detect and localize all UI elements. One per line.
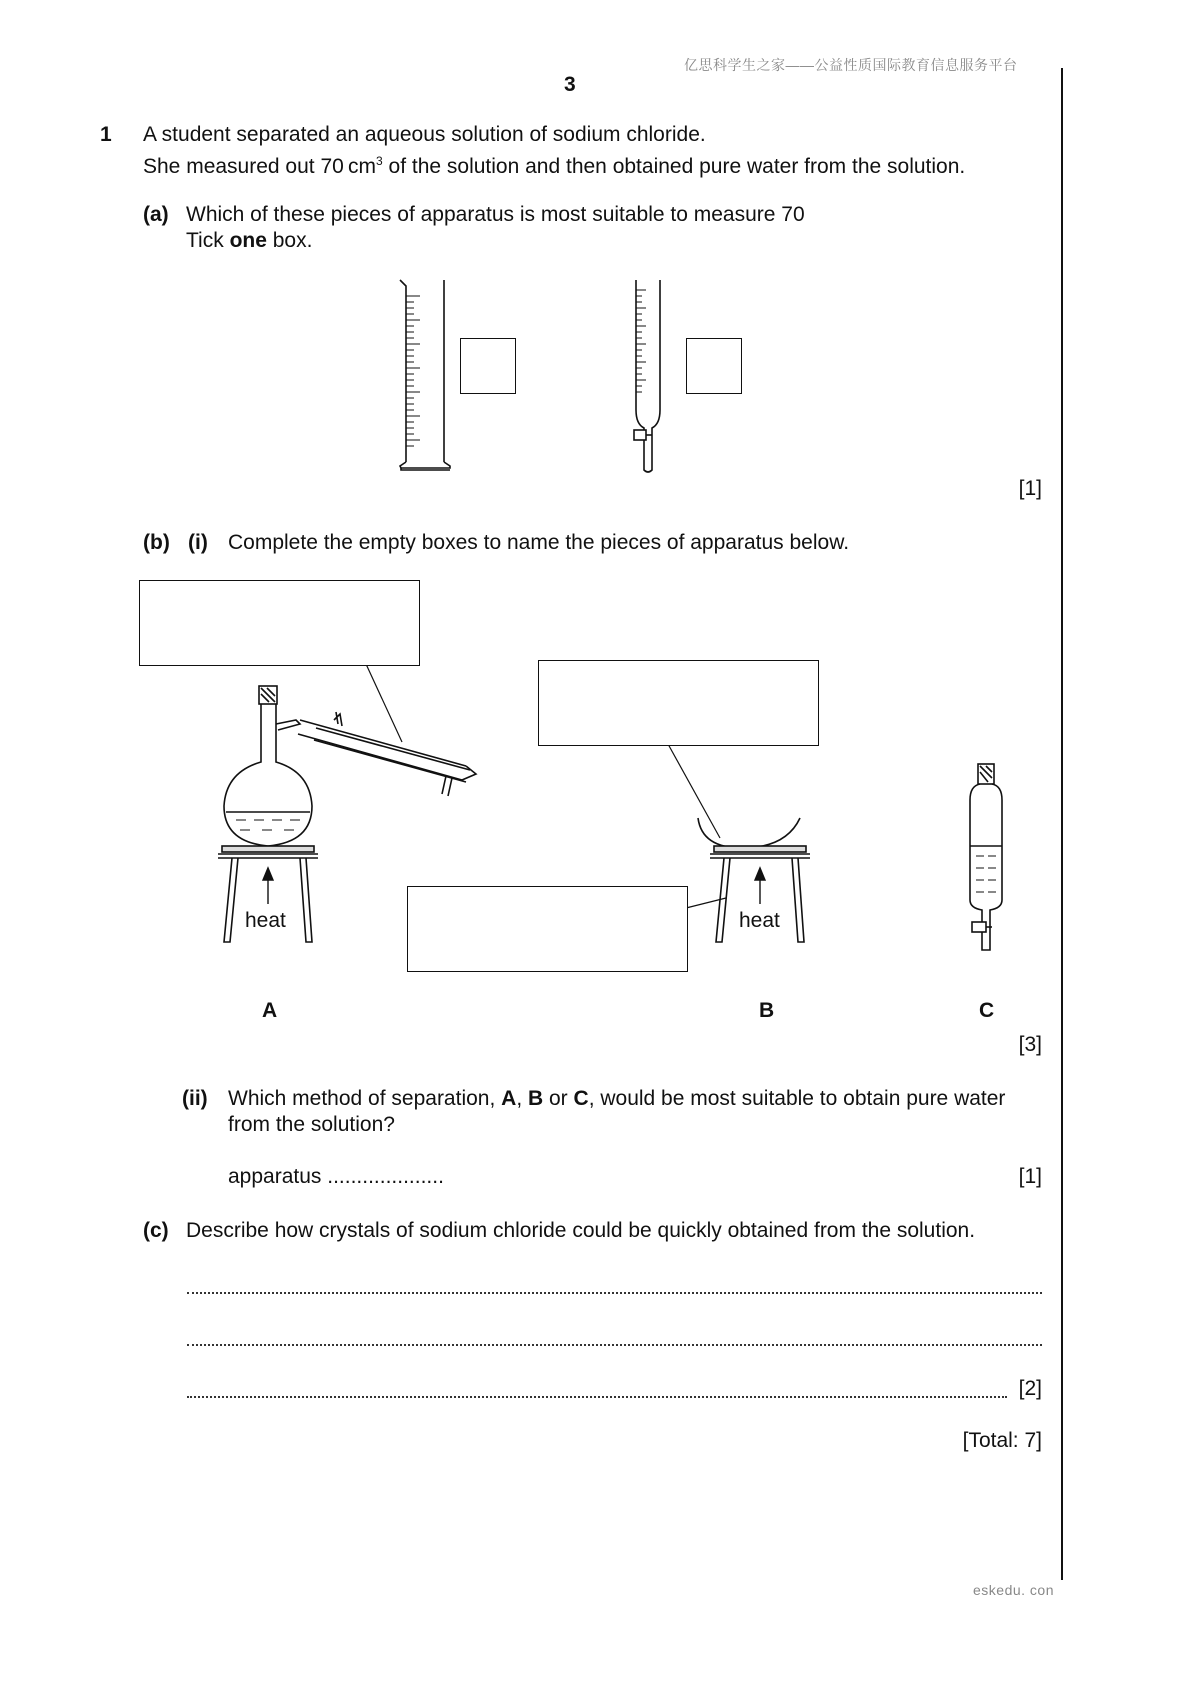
part-a-label: (a) [143,203,169,226]
part-b-sub-i-label: (i) [188,531,208,554]
question-intro-line2: She measured out 70 $cm^3$ of the solution and then obtained pure water from the solution. [143,154,966,178]
part-b-ii-marks: [1] [1018,1165,1042,1188]
flask-liquid-lines [236,820,300,830]
evaporating-dish [698,818,800,848]
measuring-cylinder [400,280,450,470]
part-a-question: Which of these pieces of apparatus is most suitable to measure 70 [186,203,805,226]
apparatus-label-b: B [759,999,775,1022]
part-c-question: Describe how crystals of sodium chloride could be quickly obtained from the solution. [186,1219,976,1242]
part-a-instruction: Tick one box. [186,229,313,252]
distillation-flask [224,686,312,846]
question-number: 1 [100,123,112,146]
apparatus-label-a: A [262,999,278,1022]
burette-graduations [636,290,646,392]
answer-box-tripod[interactable] [407,886,688,972]
part-b-ii-question: Which method of separation, A, B or C, would be most suitable to obtain pure water [228,1087,1006,1110]
answer-line-1[interactable] [187,1290,1042,1294]
pointer-line-b-top [668,744,720,838]
answer-box-condenser[interactable] [139,580,420,666]
tick-box-burette[interactable] [686,338,742,394]
answer-line-2[interactable] [187,1342,1042,1346]
part-b-ii-question-line2: from the solution? [228,1113,395,1136]
answer-box-evaporating-dish[interactable] [538,660,819,746]
cylinder-graduations [406,296,420,446]
margin-rule [1061,68,1063,1580]
page-number: 3 [564,73,576,96]
question-intro-line1: A student separated an aqueous solution of sodium chloride. [143,123,706,146]
separating-funnel [970,764,1002,950]
part-b-label: (b) [143,531,170,554]
pointer-line-b-bottom [686,898,726,908]
part-b-sub-ii-label: (ii) [182,1087,208,1110]
part-b-ii-answer-line[interactable]: apparatus .................... [228,1165,444,1188]
pointer-line-a [366,664,402,742]
answer-line-3[interactable] [187,1394,1007,1398]
funnel-liquid-lines [976,856,996,892]
footer-watermark: eskedu. con [973,1582,1054,1598]
condenser [298,712,476,796]
part-b-instruction: Complete the empty boxes to name the pieces of apparatus below. [228,531,850,554]
heat-label-a: heat [245,909,286,932]
tick-box-measuring-cylinder[interactable] [460,338,516,394]
part-a-marks: [1] [1018,477,1042,500]
heat-arrow-a [263,868,273,904]
heat-label-b: heat [739,909,780,932]
part-c-marks: [2] [1018,1377,1042,1400]
header-watermark: 亿思科学生之家——公益性质国际教育信息服务平台 [684,57,1018,73]
part-c-label: (c) [143,1219,169,1242]
heat-arrow-b [755,868,765,904]
burette [634,280,660,472]
total-marks: [Total: 7] [962,1429,1042,1452]
apparatus-label-c: C [979,999,995,1022]
part-b-i-marks: [3] [1018,1033,1042,1056]
